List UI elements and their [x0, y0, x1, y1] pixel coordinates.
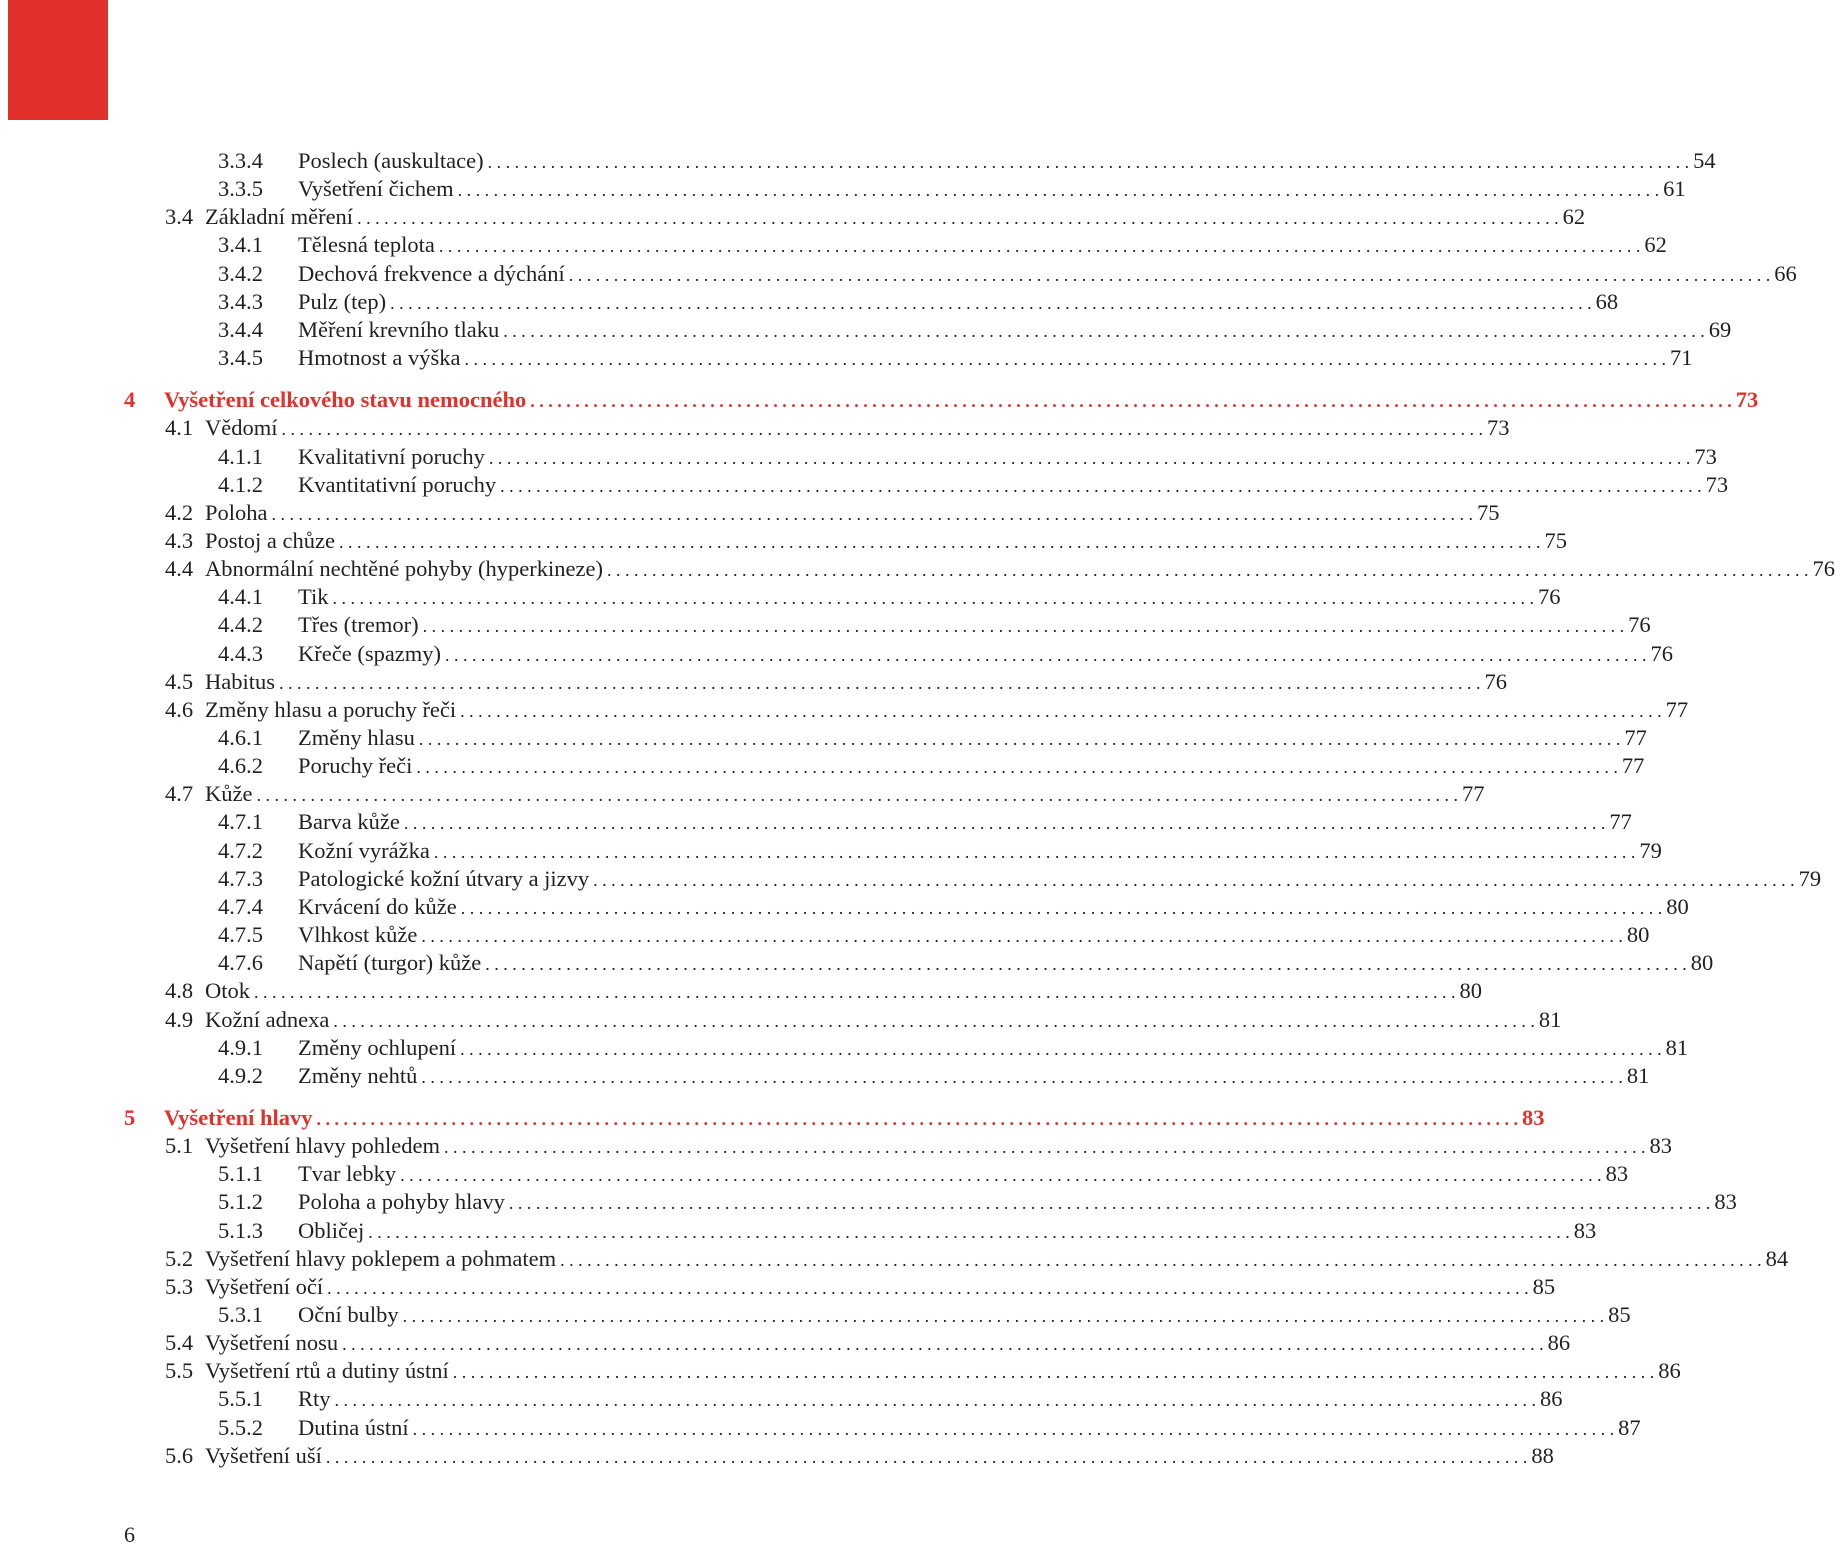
dot-leader: [357, 204, 1559, 232]
toc-number: 4.7.6: [218, 950, 263, 976]
toc-number: 4.9.2: [218, 1062, 263, 1088]
toc-entry[interactable]: [165, 780, 1485, 808]
toc-page-number: 80: [1459, 978, 1482, 1004]
toc-entry[interactable]: [218, 1062, 1650, 1090]
toc-page-number: 61: [1663, 176, 1686, 202]
toc-number: 4.7.5: [218, 922, 263, 948]
toc-number: 4.7.3: [218, 865, 263, 891]
toc-number: 4.6.1: [218, 725, 263, 750]
toc-title: Vyšetření hlavy: [164, 1104, 313, 1130]
toc-number: 5.1.1: [218, 1161, 263, 1187]
dot-leader: [368, 1218, 1570, 1246]
toc-entry[interactable]: [218, 1385, 1563, 1413]
dot-leader: [593, 866, 1795, 894]
toc-page-number: 76: [1628, 612, 1651, 638]
toc-page-number: 80: [1666, 893, 1689, 919]
toc-number: 3.4.5: [218, 345, 263, 371]
toc-entry[interactable]: [218, 949, 1714, 977]
toc-number: 4.8: [165, 978, 194, 1004]
toc-title: Vyšetření celkového stavu nemocného: [164, 387, 527, 413]
toc-number: 4.9: [165, 1006, 194, 1032]
toc-page-number: 54: [1693, 148, 1716, 173]
toc-number: 3.4.3: [218, 288, 263, 314]
toc-entry[interactable]: [218, 471, 1729, 499]
toc-page-number: 86: [1547, 1330, 1571, 1356]
dot-leader: [607, 556, 1809, 584]
toc-number: 5.1: [165, 1133, 194, 1159]
toc-page-number: 62: [1562, 204, 1586, 230]
toc-page-number: 84: [1765, 1245, 1789, 1271]
toc-title: Poloha: [205, 499, 268, 525]
toc-entry[interactable]: [218, 1188, 1737, 1216]
dot-leader: [439, 232, 1641, 260]
dot-leader: [503, 317, 1705, 345]
toc-title: Změny nehtů: [298, 1062, 418, 1088]
dot-leader: [254, 978, 1456, 1006]
dot-leader: [569, 261, 1771, 289]
dot-leader: [460, 697, 1662, 725]
dot-leader: [465, 345, 1667, 373]
dot-leader: [282, 415, 1484, 443]
toc-title: Kožní adnexa: [205, 1006, 330, 1032]
dot-leader: [390, 289, 1592, 317]
toc-title: Otok: [205, 978, 250, 1004]
toc-title: Kvantitativní poruchy: [298, 471, 497, 497]
toc-title: Rty: [298, 1386, 331, 1412]
toc-page-number: 83: [1649, 1133, 1672, 1159]
toc-number: 5.1.2: [218, 1189, 263, 1215]
dot-leader: [458, 176, 1660, 204]
toc-entry[interactable]: [218, 640, 1674, 668]
dot-leader: [434, 838, 1636, 866]
dot-leader: [461, 894, 1663, 922]
toc-page-number: 80: [1626, 922, 1650, 948]
toc-title: Napětí (turgor) kůže: [298, 950, 482, 976]
toc-page-number: 85: [1532, 1273, 1556, 1299]
toc-number: 4.7: [165, 781, 194, 807]
toc-page-number: 80: [1690, 950, 1714, 976]
toc-page-number: 85: [1608, 1302, 1631, 1327]
toc-page-number: 77: [1609, 809, 1632, 835]
toc-page-number: 86: [1540, 1386, 1563, 1412]
dot-leader: [404, 809, 1606, 837]
toc-title: Vědomí: [205, 415, 278, 441]
toc-entry[interactable]: [218, 611, 1651, 639]
toc-title: Křeče (spazmy): [298, 640, 442, 666]
toc-title: Změny hlasu: [298, 725, 415, 750]
toc-title: Vyšetření uší: [205, 1442, 322, 1468]
toc-entry[interactable]: [218, 288, 1619, 316]
toc-entry[interactable]: [218, 1217, 1597, 1245]
dot-leader: [256, 781, 1458, 809]
toc-page-number: 77: [1461, 781, 1485, 807]
dot-leader: [453, 1358, 1655, 1386]
toc-title: Vlhkost kůže: [298, 922, 418, 948]
dot-leader: [444, 1133, 1646, 1161]
toc-title: Vyšetření čichem: [298, 176, 454, 202]
toc-page-number: 81: [1626, 1062, 1650, 1088]
toc-page-number: 79: [1639, 837, 1662, 863]
dot-leader: [421, 1063, 1623, 1091]
toc-number: 4.4.1: [218, 584, 263, 610]
toc-number: 4: [124, 387, 136, 413]
toc-entry[interactable]: [218, 808, 1632, 836]
red-corner-tab: [8, 0, 108, 120]
toc-entry[interactable]: [165, 555, 1835, 583]
toc-entry[interactable]: [218, 344, 1693, 372]
toc-title: Měření krevního tlaku: [298, 316, 500, 342]
dot-leader: [333, 1007, 1535, 1035]
toc-page-number: 76: [1484, 668, 1507, 694]
toc-title: Abnormální nechtěné pohyby (hyperkineze): [205, 556, 603, 582]
toc-page-number: 88: [1531, 1442, 1554, 1468]
dot-leader: [279, 669, 1481, 697]
toc-entry[interactable]: [165, 203, 1586, 231]
toc-title: Kožní vyrážka: [298, 837, 430, 863]
toc-page-number: 75: [1477, 499, 1500, 525]
toc-entry[interactable]: [218, 443, 1717, 471]
toc-title: Barva kůže: [298, 809, 400, 835]
toc-number: 4.1.2: [218, 471, 263, 497]
toc-page-number: 83: [1605, 1161, 1629, 1187]
toc-page-number: 77: [1665, 696, 1689, 722]
toc-page-number: 81: [1665, 1034, 1689, 1060]
dot-leader: [327, 1274, 1529, 1302]
toc-number: 4.5: [165, 668, 194, 694]
dot-leader: [460, 1035, 1662, 1063]
toc-entry[interactable]: [218, 175, 1686, 203]
toc-page-number: 79: [1798, 865, 1822, 891]
dot-leader: [530, 387, 1732, 415]
toc-number: 4.7.4: [218, 893, 263, 919]
toc-title: Postoj a chůze: [205, 527, 335, 553]
dot-leader: [421, 922, 1623, 950]
toc-page-number: 83: [1522, 1104, 1545, 1130]
toc-entry[interactable]: [218, 147, 1716, 175]
toc-number: 5.5: [165, 1358, 194, 1384]
toc-page-number: 76: [1537, 584, 1561, 610]
toc-title: Změny ochlupení: [298, 1034, 457, 1060]
toc-number: 4.3: [165, 527, 194, 553]
toc-title: Poruchy řeči: [298, 753, 413, 779]
toc-entry[interactable]: [165, 1329, 1571, 1357]
toc-entry[interactable]: [165, 499, 1500, 527]
toc-number: 3.3.4: [218, 148, 263, 173]
toc-number: 3.4.2: [218, 260, 263, 286]
dot-leader: [339, 528, 1541, 556]
toc-number: 5.6: [165, 1442, 194, 1468]
toc-entry[interactable]: [218, 893, 1689, 921]
toc-page-number: 86: [1658, 1358, 1681, 1384]
toc-page-number: 76: [1812, 556, 1835, 582]
toc-number: 4.2: [165, 499, 194, 525]
toc-number: 5.4: [165, 1330, 194, 1356]
toc-title: Poslech (auskultace): [298, 148, 484, 173]
toc-entry[interactable]: [218, 1301, 1631, 1329]
toc-number: 5.3: [165, 1273, 194, 1299]
toc-number: 5.3.1: [218, 1302, 263, 1327]
toc-title: Hmotnost a výška: [298, 345, 461, 371]
dot-leader: [342, 1330, 1544, 1358]
toc-page-number: 83: [1573, 1217, 1597, 1243]
dot-leader: [445, 641, 1647, 669]
toc-entry[interactable]: [165, 1006, 1562, 1034]
toc-entry[interactable]: [218, 1034, 1689, 1062]
toc-title: Patologické kožní útvary a jizvy: [298, 865, 590, 891]
toc-number: 3.4.4: [218, 316, 263, 342]
toc-title: Oční bulby: [298, 1302, 399, 1327]
dot-leader: [488, 148, 1690, 176]
dot-leader: [500, 472, 1702, 500]
toc-title: Základní měření: [205, 204, 354, 230]
toc-entry[interactable]: [218, 921, 1650, 949]
toc-number: 5.5.2: [218, 1414, 263, 1440]
dot-leader: [400, 1161, 1602, 1189]
dot-leader: [332, 584, 1534, 612]
toc-page-number: 73: [1487, 415, 1510, 441]
toc-page-number: 75: [1544, 527, 1567, 553]
toc-page-number: 62: [1644, 232, 1667, 258]
toc-entry[interactable]: [165, 1132, 1672, 1160]
toc-page-number: 87: [1618, 1414, 1641, 1440]
toc-page-number: 73: [1705, 471, 1729, 497]
toc-title: Vyšetření hlavy poklepem a pohmatem: [205, 1245, 557, 1271]
dot-leader: [419, 725, 1621, 753]
toc-number: 4.4: [165, 556, 194, 582]
toc-number: 4.1: [165, 415, 194, 441]
toc-entry[interactable]: [165, 1442, 1554, 1470]
toc-page-number: 69: [1708, 316, 1732, 342]
dot-leader: [317, 1105, 1519, 1133]
toc-page-number: 66: [1774, 260, 1797, 286]
toc-number: 4.7.1: [218, 809, 263, 835]
toc-page-number: 81: [1538, 1006, 1562, 1032]
toc-title: Pulz (tep): [298, 288, 387, 314]
toc-title: Krvácení do kůže: [298, 893, 457, 919]
toc-number: 4.4.2: [218, 612, 263, 638]
toc-title: Kůže: [205, 781, 253, 807]
toc-entry[interactable]: [165, 1273, 1556, 1301]
toc-number: 5.1.3: [218, 1217, 263, 1243]
dot-leader: [416, 753, 1618, 781]
toc-number: 4.6.2: [218, 753, 263, 779]
dot-leader: [423, 612, 1625, 640]
toc-number: 4.9.1: [218, 1034, 263, 1060]
toc-page-number: 68: [1595, 288, 1619, 314]
toc-number: 4.7.2: [218, 837, 263, 863]
toc-page-number: 76: [1650, 640, 1674, 666]
toc-title: Vyšetření hlavy pohledem: [205, 1133, 440, 1159]
toc-entry[interactable]: [218, 1160, 1629, 1188]
toc-page-number: 71: [1670, 345, 1693, 371]
toc-number: 5: [124, 1104, 136, 1130]
toc-number: 4.6: [165, 696, 194, 722]
page-number: 6: [124, 1522, 135, 1547]
toc-title: Vyšetření nosu: [205, 1330, 339, 1356]
toc-title: Poloha a pohyby hlavy: [298, 1189, 505, 1215]
dot-leader: [326, 1443, 1528, 1471]
toc-number: 3.3.5: [218, 176, 263, 202]
toc-number: 5.5.1: [218, 1386, 263, 1412]
toc-page-number: 77: [1621, 753, 1645, 779]
toc-entry[interactable]: [165, 1357, 1681, 1385]
dot-leader: [489, 444, 1691, 472]
dot-leader: [272, 500, 1474, 528]
toc-title: Obličej: [298, 1217, 365, 1243]
toc-entry[interactable]: [218, 260, 1797, 288]
toc-page-number: 73: [1735, 387, 1759, 413]
toc-entry[interactable]: [218, 724, 1647, 752]
toc-entry[interactable]: [218, 865, 1822, 893]
toc-entry[interactable]: [165, 414, 1510, 442]
toc-entry[interactable]: [165, 696, 1689, 724]
toc-chapter[interactable]: [124, 386, 1759, 414]
toc-title: Změny hlasu a poruchy řeči: [205, 696, 457, 722]
toc-page-number: 77: [1624, 725, 1647, 750]
toc-entry[interactable]: [218, 1414, 1641, 1442]
toc-entry[interactable]: [165, 1245, 1789, 1273]
toc-title: Tvar lebky: [298, 1161, 397, 1187]
toc-title: Habitus: [205, 668, 275, 694]
dot-leader: [560, 1246, 1762, 1274]
toc-title: Dechová frekvence a dýchání: [298, 260, 565, 286]
toc-title: Tělesná teplota: [298, 232, 435, 258]
toc-number: 4.4.3: [218, 640, 263, 666]
toc-number: 3.4: [165, 204, 194, 230]
toc-title: Kvalitativní poruchy: [298, 443, 485, 469]
toc-page-number: 73: [1694, 443, 1717, 469]
toc-entry[interactable]: [218, 231, 1667, 259]
toc-number: 3.4.1: [218, 232, 263, 258]
dot-leader: [485, 950, 1687, 978]
toc-entry[interactable]: [218, 316, 1732, 344]
toc-entry[interactable]: [218, 837, 1662, 865]
toc-title: Vyšetření očí: [205, 1273, 324, 1299]
dot-leader: [413, 1415, 1615, 1443]
dot-leader: [403, 1302, 1605, 1330]
toc-entry[interactable]: [165, 527, 1567, 555]
toc-entry[interactable]: [165, 668, 1507, 696]
dot-leader: [335, 1386, 1537, 1414]
toc-number: 5.2: [165, 1245, 194, 1271]
toc-entry[interactable]: [165, 977, 1482, 1005]
toc-entry[interactable]: [218, 583, 1561, 611]
toc-chapter[interactable]: [124, 1104, 1545, 1132]
toc-title: Vyšetření rtů a dutiny ústní: [205, 1358, 449, 1384]
toc-title: Dutina ústní: [298, 1414, 409, 1440]
toc-title: Třes (tremor): [298, 612, 419, 638]
dot-leader: [509, 1189, 1711, 1217]
toc-title: Tik: [298, 584, 329, 610]
toc-entry[interactable]: [218, 752, 1645, 780]
toc-page-number: 83: [1714, 1189, 1737, 1215]
toc-number: 4.1.1: [218, 443, 263, 469]
